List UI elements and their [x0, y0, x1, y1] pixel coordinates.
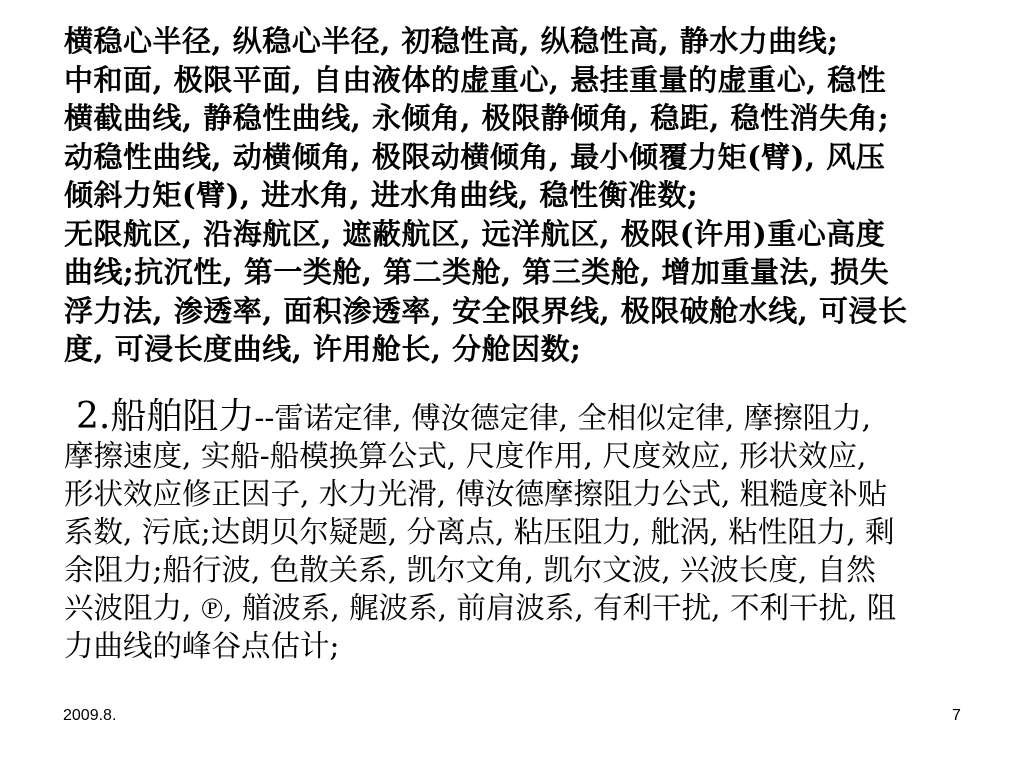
- section-heading-line: [64, 398, 1009, 437]
- text-line: 横稳心半径, 纵稳心半径, 初稳性高, 纵稳性高, 静水力曲线;: [64, 24, 839, 58]
- stability-terms-block: [64, 22, 1004, 369]
- text-line: 形状效应修正因子, 水力光滑, 傅汝德摩擦阻力公式, 粗糙度补贴: [64, 477, 888, 511]
- text-line: 兴波阻力, ℗, 艏波系, 艉波系, 前肩波系, 有利干扰, 不利干扰, 阻: [64, 591, 897, 625]
- text-line: 中和面, 极限平面, 自由液体的虚重心, 悬挂重量的虚重心, 稳性: [64, 62, 887, 97]
- text-line: 动稳性曲线, 动横倾角, 极限动横倾角, 最小倾覆力矩(臂), 风压: [64, 139, 886, 174]
- footer-date: 2009.8.: [63, 707, 117, 724]
- text-line: 曲线;抗沉性, 第一类舱, 第二类舱, 第三类舱, 增加重量法, 损失: [64, 255, 890, 289]
- text-line: 浮力法, 渗透率, 面积渗透率, 安全限界线, 极限破舱水线, 可浸长: [64, 293, 908, 328]
- text-line: --雷诺定律, 傅汝德定律, 全相似定律, 摩擦阻力,: [254, 401, 871, 435]
- text-line: 横截曲线, 静稳性曲线, 永倾角, 极限静倾角, 稳距, 稳性消失角;: [64, 101, 890, 135]
- text-line: 系数, 污底;达朗贝尔疑题, 分离点, 粘压阻力, 舭涡, 粘性阻力, 剩: [64, 515, 895, 549]
- text-line: 度, 可浸长度曲线, 许用舱长, 分舱因数;: [64, 332, 582, 366]
- page-number: 7: [952, 707, 961, 724]
- text-line: 无限航区, 沿海航区, 遮蔽航区, 远洋航区, 极限(许用)重心高度: [64, 216, 886, 251]
- text-line: 力曲线的峰谷点估计;: [64, 629, 340, 663]
- text-line: 余阻力;船行波, 色散关系, 凯尔文角, 凯尔文波, 兴波长度, 自然: [64, 553, 876, 587]
- text-line: 倾斜力矩(臂), 进水角, 进水角曲线, 稳性衡准数;: [64, 178, 699, 212]
- resistance-terms-block: [64, 398, 1009, 665]
- section-number: 2.: [76, 396, 111, 437]
- section-title: 船舶阻力: [110, 396, 255, 437]
- text-line: 摩擦速度, 实船-船模换算公式, 尺度作用, 尺度效应, 形状效应,: [64, 439, 867, 473]
